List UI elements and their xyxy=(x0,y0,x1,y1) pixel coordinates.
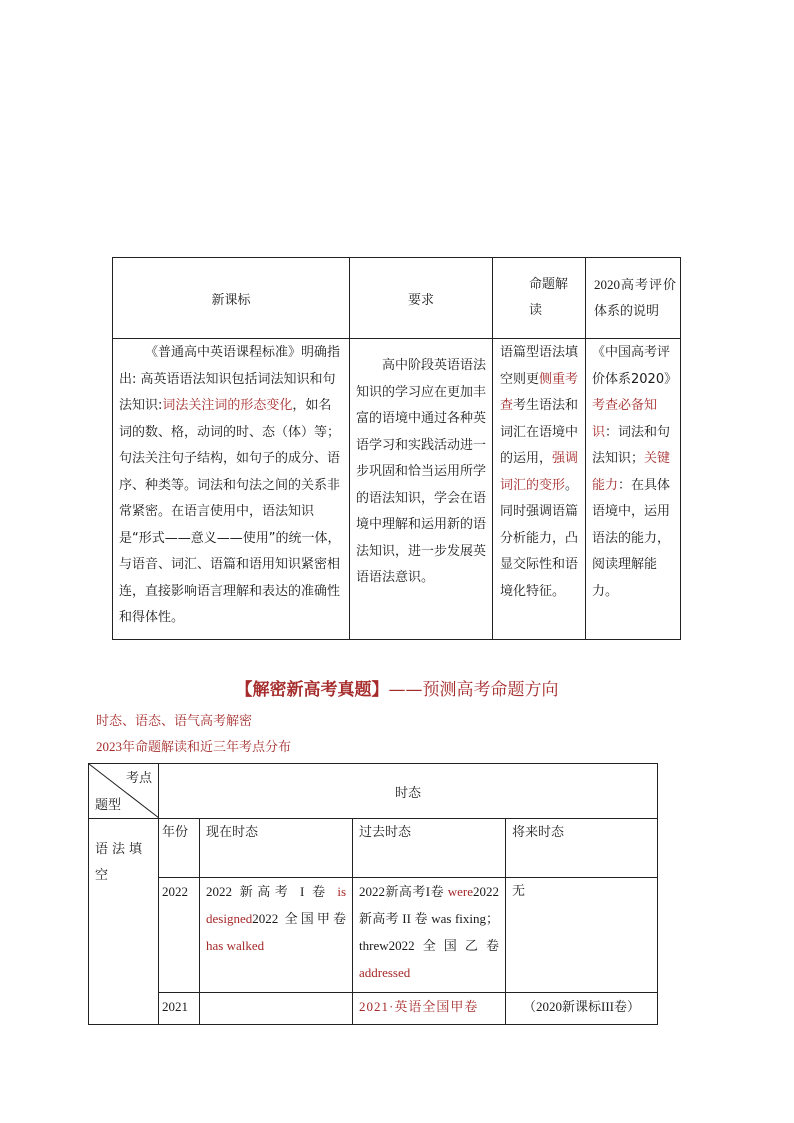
present-2022-b: 2022 全国甲卷 xyxy=(252,911,346,926)
col-future-label: 将来时态 xyxy=(512,825,565,840)
new-standard-text xyxy=(113,339,349,632)
past-cell xyxy=(353,993,506,1025)
evaluation-cell xyxy=(586,339,681,640)
header-evaluation xyxy=(586,258,681,339)
requirements-text: 高中阶段英语语法知识的学习应在更加丰富的语境中通过各种英语学习和实践活动进一步巩固和恰当运用所学的语法知识，学会在语境中理解和运用新的语法知识，进一步发展英语语法意识。 xyxy=(356,358,487,585)
year-cell xyxy=(159,878,200,993)
header-evaluation-label: 2020高考评价体系的说明 xyxy=(594,277,676,318)
interpretation-highlight-1: 侧重考查 xyxy=(500,371,579,413)
new-standard-highlight: 词法关注词的形态变化 xyxy=(162,398,293,413)
evaluation-highlight-2: 关键能力 xyxy=(592,451,671,493)
new-standard-intro: 《普通高中英语课程标准》明确指出: 高英语语法知识包括词法知识和句法知识: xyxy=(119,345,341,413)
section-title xyxy=(0,675,794,700)
table-row xyxy=(89,993,658,1025)
present-cell xyxy=(200,878,353,993)
curriculum-body-row xyxy=(113,339,681,640)
future-cell xyxy=(506,993,658,1025)
present-2022-a-answer: is designed xyxy=(206,884,346,926)
corner-top-label: 考点 xyxy=(125,771,152,786)
past-2022-b-answer: addressed xyxy=(359,965,411,980)
future-2022-text: 无 xyxy=(512,884,526,899)
col-past-label: 过去时态 xyxy=(359,825,412,840)
interpretation-text xyxy=(493,339,585,605)
curriculum-header-row xyxy=(113,258,681,339)
present-2022-text xyxy=(200,878,352,963)
present-2022-a: 2022 新高考 I 卷 xyxy=(206,884,338,899)
past-2021-text: 2021·英语全国甲卷 xyxy=(359,999,479,1014)
header-requirements-label: 要求 xyxy=(407,292,434,308)
col-present-header xyxy=(200,819,353,878)
header-requirements xyxy=(350,258,493,339)
interpretation-b: 考生语法和词汇在语境中的运用， xyxy=(500,398,579,466)
col-present-label: 现在时态 xyxy=(206,825,259,840)
header-interpretation-label: 命题解读 xyxy=(529,277,569,318)
section-title-rest: ——预测高考命题方向 xyxy=(388,680,559,700)
past-2022-a-answer: were xyxy=(447,884,473,899)
tense-header-label: 时态 xyxy=(395,785,422,801)
curriculum-table xyxy=(112,257,681,640)
present-cell xyxy=(200,993,353,1025)
header-interpretation xyxy=(493,258,586,339)
col-past-header xyxy=(353,819,506,878)
question-type-label: 语法填空 xyxy=(95,842,147,883)
col-year-header xyxy=(159,819,200,878)
evaluation-b: ：词法和句法知识； xyxy=(592,424,671,466)
new-standard-rest: ，如名词的数、格，动词的时、态（体）等；句法关注句子结构，如句子的成分、语序、种类等。词法和句法之间的关系非常紧密。在语言使用中，语法知识是“形式——意义——使用”的统一体，与语音、词汇、语篇和语用知识紧密相连，直接影响语言理解和表达的准确性和得体性。 xyxy=(119,398,341,625)
corner-bottom-label: 题型 xyxy=(95,798,122,813)
interpretation-a: 语篇型语法填空则更 xyxy=(500,345,579,387)
corner-diagonal xyxy=(89,764,158,818)
col-year-label: 年份 xyxy=(162,825,189,840)
tense-header-cell xyxy=(159,764,658,819)
subtitle-tense-voice-mood: 时态、语态、语气高考解密 xyxy=(96,714,253,729)
evaluation-highlight-1: 考查必备知识 xyxy=(592,398,658,440)
year-cell xyxy=(159,993,200,1025)
exam-distribution-table xyxy=(88,763,658,1025)
evaluation-c: ：在具体语境中，运用语法的能力，阅读理解能力。 xyxy=(592,477,671,599)
interpretation-highlight-2: 强调词汇的变形 xyxy=(500,451,579,493)
corner-cell xyxy=(89,764,159,819)
future-2021-text: （2020新课标III卷） xyxy=(523,999,640,1014)
past-2022-b: 2022 新高考 II 卷 was fixing；threw2022全国乙卷 xyxy=(359,884,499,953)
question-type-cell xyxy=(89,819,159,1025)
present-2021-text xyxy=(200,993,352,997)
past-2022-text xyxy=(353,878,505,990)
table-row xyxy=(89,878,658,993)
header-new-standard xyxy=(113,258,350,339)
header-new-standard-label: 新课标 xyxy=(211,292,251,308)
section-title-bracketed: 【解密新高考真题】 xyxy=(235,680,389,700)
evaluation-a: 《中国高考评价体系2020》 xyxy=(592,345,678,387)
year-2022: 2022 xyxy=(162,884,188,899)
interpretation-cell xyxy=(493,339,586,640)
past-2022-a: 2022新高考I卷 xyxy=(359,884,448,899)
subtitle-distribution: 2023年命题解读和近三年考点分布 xyxy=(96,739,292,754)
evaluation-text xyxy=(586,339,680,605)
table2-header-row xyxy=(89,764,658,819)
present-2022-b-answer: has walked xyxy=(206,938,265,953)
interpretation-c: 。同时强调语篇分析能力，凸显交际性和语境化特征。 xyxy=(500,477,579,599)
future-cell xyxy=(506,878,658,993)
past-cell xyxy=(353,878,506,993)
requirements-cell xyxy=(350,339,493,640)
new-standard-cell xyxy=(113,339,350,640)
col-future-header xyxy=(506,819,658,878)
year-2021: 2021 xyxy=(162,999,188,1014)
table2-column-header-row xyxy=(89,819,658,878)
